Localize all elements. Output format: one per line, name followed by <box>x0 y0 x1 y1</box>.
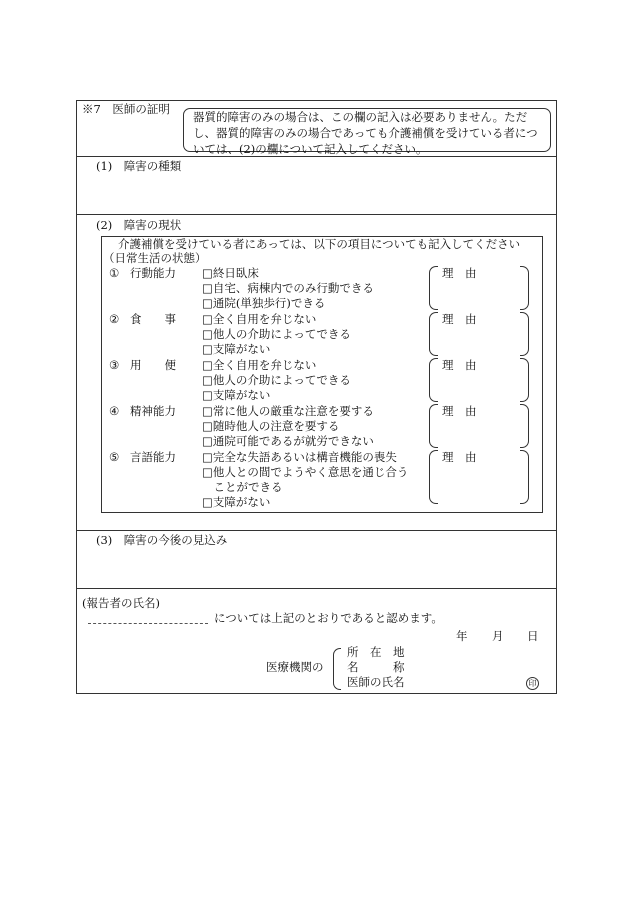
reason-bracket-left <box>429 358 438 402</box>
frame-left <box>76 100 77 694</box>
section2-subtitle: （日常生活の状態） <box>103 251 207 265</box>
reason-bracket-right <box>520 266 529 310</box>
reason-bracket-left <box>429 266 438 310</box>
option-checkbox[interactable]: □完全な失語あるいは構音機能の喪失 <box>202 450 397 464</box>
category-number: ① <box>109 266 120 280</box>
category-label: 食 事 <box>130 312 176 326</box>
section2-instruction: 介護補償を受けている者にあっては、以下の項目についても記入してください <box>118 237 521 251</box>
divider-3 <box>76 530 557 531</box>
reason-bracket-left <box>429 312 438 356</box>
option-checkbox[interactable]: □支障がない <box>202 495 271 509</box>
divider-2 <box>76 214 557 215</box>
date-month: 月 <box>492 629 504 643</box>
reason-label: 理 由 <box>442 450 477 464</box>
divider-4 <box>76 588 557 589</box>
date-year: 年 <box>456 629 468 643</box>
option-checkbox[interactable]: □通院(単独歩行)できる <box>202 296 326 310</box>
reason-label: 理 由 <box>442 266 477 280</box>
option-checkbox[interactable]: □支障がない <box>202 388 271 402</box>
reporter-name-field[interactable] <box>88 623 208 624</box>
doctor-label: 医師の氏名 <box>347 675 405 689</box>
option-checkbox[interactable]: □終日臥床 <box>202 266 259 280</box>
header-note: 器質的障害のみの場合は、この欄の記入は必要ありません。ただし、器質的障害のみの場合であっても介護補償を受けている者については、(2)の欄について記入してください。 <box>193 110 538 156</box>
seal-mark: 印 <box>526 677 539 690</box>
option-checkbox[interactable]: □自宅、病棟内でのみ行動できる <box>202 281 374 295</box>
option-checkbox[interactable]: □全く自用を弁じない <box>202 358 317 372</box>
option-checkbox[interactable]: □支障がない <box>202 342 271 356</box>
category-label: 行動能力 <box>130 266 176 280</box>
certify-text: については上記のとおりであると認めます。 <box>214 611 443 625</box>
option-checkbox[interactable]: □全く自用を弁じない <box>202 312 317 326</box>
option-checkbox[interactable]: □通院可能であるが就労できない <box>202 434 374 448</box>
reason-bracket-right <box>520 358 529 402</box>
date-day: 日 <box>527 629 539 643</box>
institution-label: 医療機関の <box>266 660 324 674</box>
reporter-label: (報告者の氏名) <box>82 596 160 610</box>
option-checkbox[interactable]: □他人の介助によってできる <box>202 373 351 387</box>
category-number: ② <box>109 312 120 326</box>
option-continuation: ことができる <box>202 480 283 494</box>
category-label: 用 便 <box>130 358 176 372</box>
frame-bottom <box>76 693 557 694</box>
reason-label: 理 由 <box>442 312 477 326</box>
category-label: 精神能力 <box>130 404 176 418</box>
option-checkbox[interactable]: □他人の介助によってできる <box>202 327 351 341</box>
institution-brace <box>333 648 341 690</box>
address-label: 所 在 地 <box>347 645 405 659</box>
category-number: ⑤ <box>109 450 120 464</box>
reason-label: 理 由 <box>442 358 477 372</box>
category-number: ④ <box>109 404 120 418</box>
category-label: 言語能力 <box>130 450 176 464</box>
reason-bracket-left <box>429 404 438 448</box>
frame-top <box>76 100 557 101</box>
option-checkbox[interactable]: □他人との間でようやく意思を通じ合う <box>202 465 409 479</box>
header-label: ※7 医師の証明 <box>82 102 170 116</box>
reason-bracket-right <box>520 450 529 504</box>
option-checkbox[interactable]: □常に他人の厳重な注意を要する <box>202 404 374 418</box>
section1-title: (1) 障害の種類 <box>96 159 182 173</box>
reason-bracket-left <box>429 450 438 504</box>
reason-label: 理 由 <box>442 404 477 418</box>
section2-title: (2) 障害の現状 <box>96 218 182 232</box>
category-number: ③ <box>109 358 120 372</box>
section3-title: (3) 障害の今後の見込み <box>96 533 228 547</box>
option-checkbox[interactable]: □随時他人の注意を要する <box>202 419 340 433</box>
reason-bracket-right <box>520 312 529 356</box>
frame-right <box>556 100 557 694</box>
reason-bracket-right <box>520 404 529 448</box>
name-label: 名 称 <box>347 660 405 674</box>
